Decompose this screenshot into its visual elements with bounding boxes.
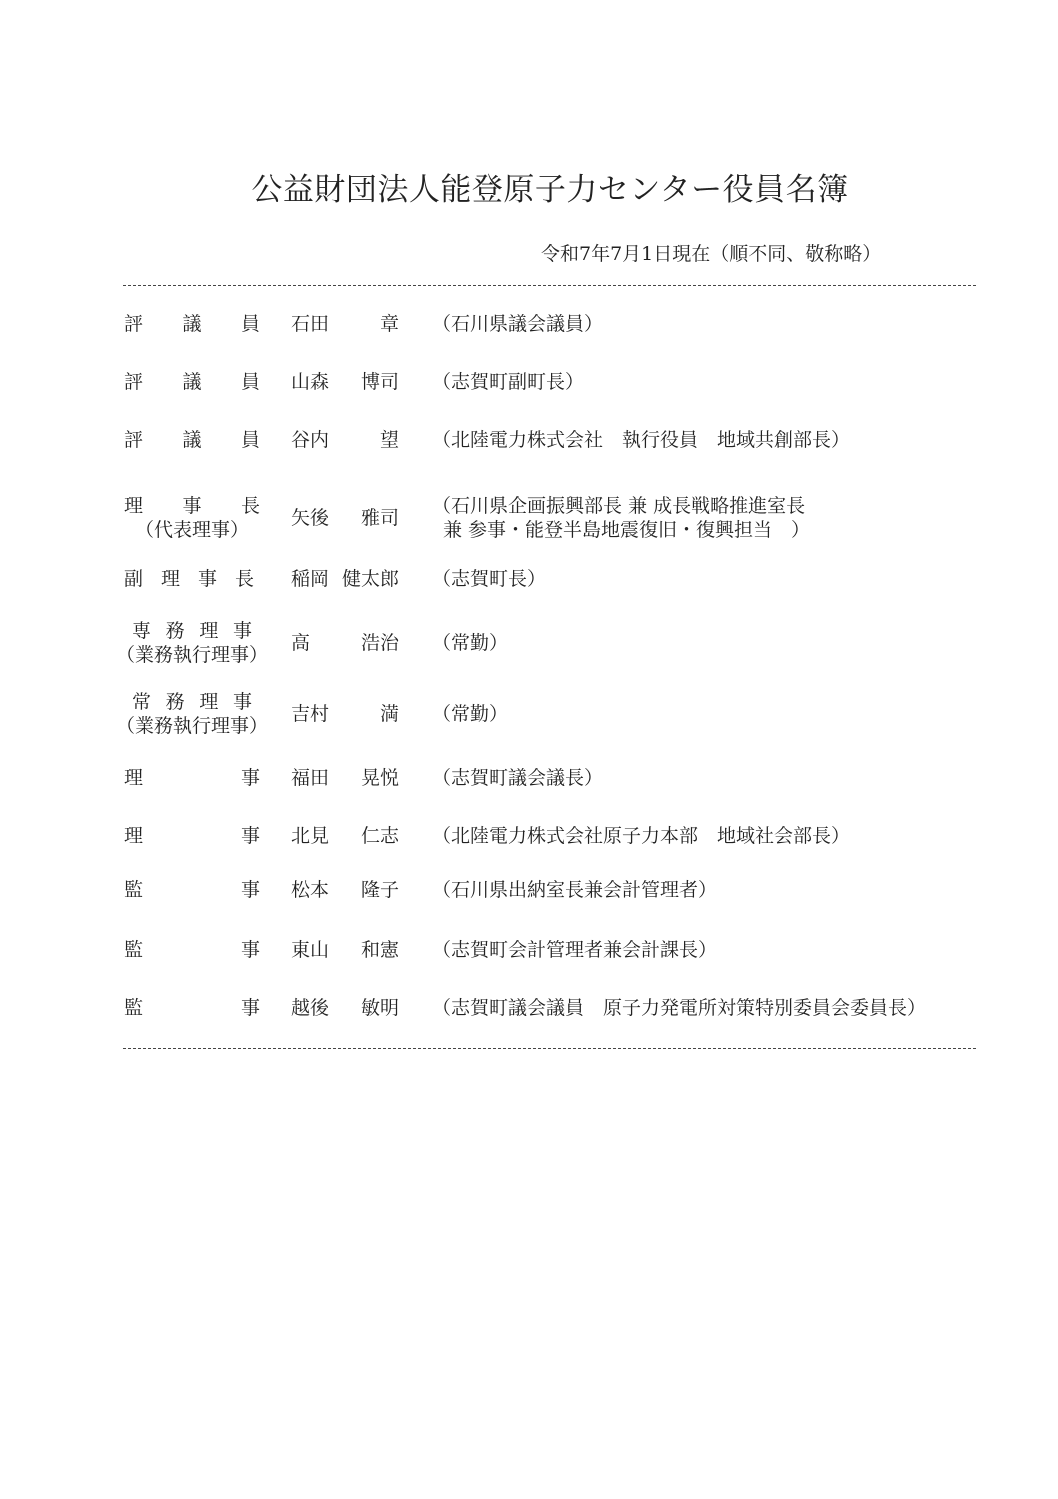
affiliation-line: （石川県出納室長兼会計管理者） <box>432 879 718 901</box>
role-char: 務 <box>165 691 185 713</box>
affiliation-line: （志賀町副町長） <box>432 371 585 393</box>
family-name: 稲岡 <box>291 568 330 590</box>
officer-affiliation <box>432 631 508 655</box>
given-name: 晃悦 <box>360 767 399 789</box>
officer-name <box>291 312 399 336</box>
role-char: 務 <box>165 620 185 642</box>
role-char: 理 <box>124 825 144 847</box>
affiliation-line: （志賀町会計管理者兼会計課長） <box>432 939 718 961</box>
given-name: 隆子 <box>360 879 399 901</box>
officer-role <box>124 370 260 394</box>
officer-role <box>124 824 260 848</box>
role-char: 事 <box>240 879 260 901</box>
officer-role <box>124 494 260 542</box>
family-name: 北見 <box>291 825 330 847</box>
role-char: 理 <box>124 767 144 789</box>
given-name: 敏明 <box>360 997 399 1019</box>
officer-affiliation <box>432 312 603 336</box>
family-name: 高 <box>291 632 311 654</box>
role-char: 事 <box>240 767 260 789</box>
officer-name <box>291 567 399 591</box>
role-char: 理 <box>199 620 219 642</box>
officer-affiliation <box>432 702 508 726</box>
officer-affiliation <box>432 428 850 452</box>
role-char: 専 <box>132 620 152 642</box>
given-name: 博司 <box>360 371 399 393</box>
family-name: 福田 <box>291 767 330 789</box>
as-of-date: 令和7年7月1日現在（順不同、敬称略） <box>541 243 882 265</box>
officer-role <box>124 938 260 962</box>
top-divider <box>123 285 976 286</box>
role-char: 員 <box>240 429 260 451</box>
given-name: 望 <box>379 429 399 451</box>
role-char: 事 <box>240 825 260 847</box>
role-char: 事 <box>240 997 260 1019</box>
affiliation-line: 兼 参事・能登半島地震復旧・復興担当 ） <box>443 519 811 541</box>
officer-role <box>116 619 269 667</box>
affiliation-line: （北陸電力株式会社 執行役員 地域共創部長） <box>432 429 851 451</box>
officer-affiliation <box>432 878 717 902</box>
role-char: 員 <box>240 371 260 393</box>
affiliation-line: （北陸電力株式会社原子力本部 地域社会部長） <box>432 825 851 847</box>
role-char: 監 <box>124 939 144 961</box>
officer-affiliation <box>432 766 603 790</box>
role-char: 長 <box>240 495 260 517</box>
family-name: 吉村 <box>291 703 330 725</box>
given-name: 健太郎 <box>341 568 399 590</box>
officer-name <box>291 506 399 530</box>
given-name: 満 <box>379 703 399 725</box>
affiliation-line: （志賀町長） <box>432 568 547 590</box>
role-char: 常 <box>132 691 152 713</box>
officer-name <box>291 370 399 394</box>
role-char: 事 <box>182 495 202 517</box>
affiliation-line: （石川県企画振興部長 兼 成長戦略推進室長 <box>432 495 806 517</box>
role-char: 監 <box>124 997 144 1019</box>
family-name: 谷内 <box>291 429 330 451</box>
officer-role-sub: （業務執行理事） <box>116 715 269 737</box>
officer-affiliation <box>432 567 546 591</box>
role-char: 議 <box>182 371 202 393</box>
role-char: 長 <box>234 568 254 590</box>
role-char: 員 <box>240 313 260 335</box>
officer-name <box>291 938 399 962</box>
officer-role <box>124 312 260 336</box>
affiliation-line: （志賀町議会議長） <box>432 767 604 789</box>
affiliation-line: （志賀町議会議員 原子力発電所対策特別委員会委員長） <box>432 997 927 1019</box>
officer-name <box>291 631 399 655</box>
role-char: 議 <box>182 313 202 335</box>
role-char: 理 <box>124 495 144 517</box>
officer-affiliation <box>432 996 926 1020</box>
officer-role-sub: （業務執行理事） <box>116 644 269 666</box>
officer-affiliation <box>432 824 850 848</box>
officer-name <box>291 766 399 790</box>
officer-role <box>124 766 260 790</box>
role-char: 副 <box>124 568 144 590</box>
family-name: 山森 <box>291 371 330 393</box>
officer-name <box>291 824 399 848</box>
officer-role <box>116 690 269 738</box>
officer-name <box>291 878 399 902</box>
officer-affiliation <box>432 938 717 962</box>
role-char: 評 <box>124 371 144 393</box>
role-char: 評 <box>124 313 144 335</box>
bottom-divider <box>123 1048 976 1049</box>
role-char: 事 <box>232 620 252 642</box>
role-char: 理 <box>160 568 180 590</box>
officer-name <box>291 702 399 726</box>
role-char: 議 <box>182 429 202 451</box>
officer-name <box>291 428 399 452</box>
given-name: 和憲 <box>360 939 399 961</box>
family-name: 東山 <box>291 939 330 961</box>
officer-affiliation <box>432 370 584 394</box>
family-name: 石田 <box>291 313 330 335</box>
affiliation-line: （常勤） <box>432 703 509 725</box>
role-char: 監 <box>124 879 144 901</box>
affiliation-line: （常勤） <box>432 632 509 654</box>
given-name: 章 <box>379 313 399 335</box>
given-name: 仁志 <box>360 825 399 847</box>
family-name: 矢後 <box>291 507 330 529</box>
role-char: 事 <box>240 939 260 961</box>
affiliation-line: （石川県議会議員） <box>432 313 604 335</box>
officer-role <box>124 878 260 902</box>
family-name: 松本 <box>291 879 330 901</box>
officer-role-sub: （代表理事） <box>134 519 249 541</box>
role-char: 理 <box>199 691 219 713</box>
given-name: 浩治 <box>360 632 399 654</box>
role-char: 事 <box>232 691 252 713</box>
officer-role <box>124 428 260 452</box>
role-char: 事 <box>197 568 217 590</box>
officer-affiliation <box>432 494 810 542</box>
officer-role <box>124 567 260 591</box>
officer-name <box>291 996 399 1020</box>
document-title: 公益財団法人能登原子力センター役員名簿 <box>251 172 849 208</box>
family-name: 越後 <box>291 997 330 1019</box>
role-char: 評 <box>124 429 144 451</box>
given-name: 雅司 <box>360 507 399 529</box>
officer-role <box>124 996 260 1020</box>
